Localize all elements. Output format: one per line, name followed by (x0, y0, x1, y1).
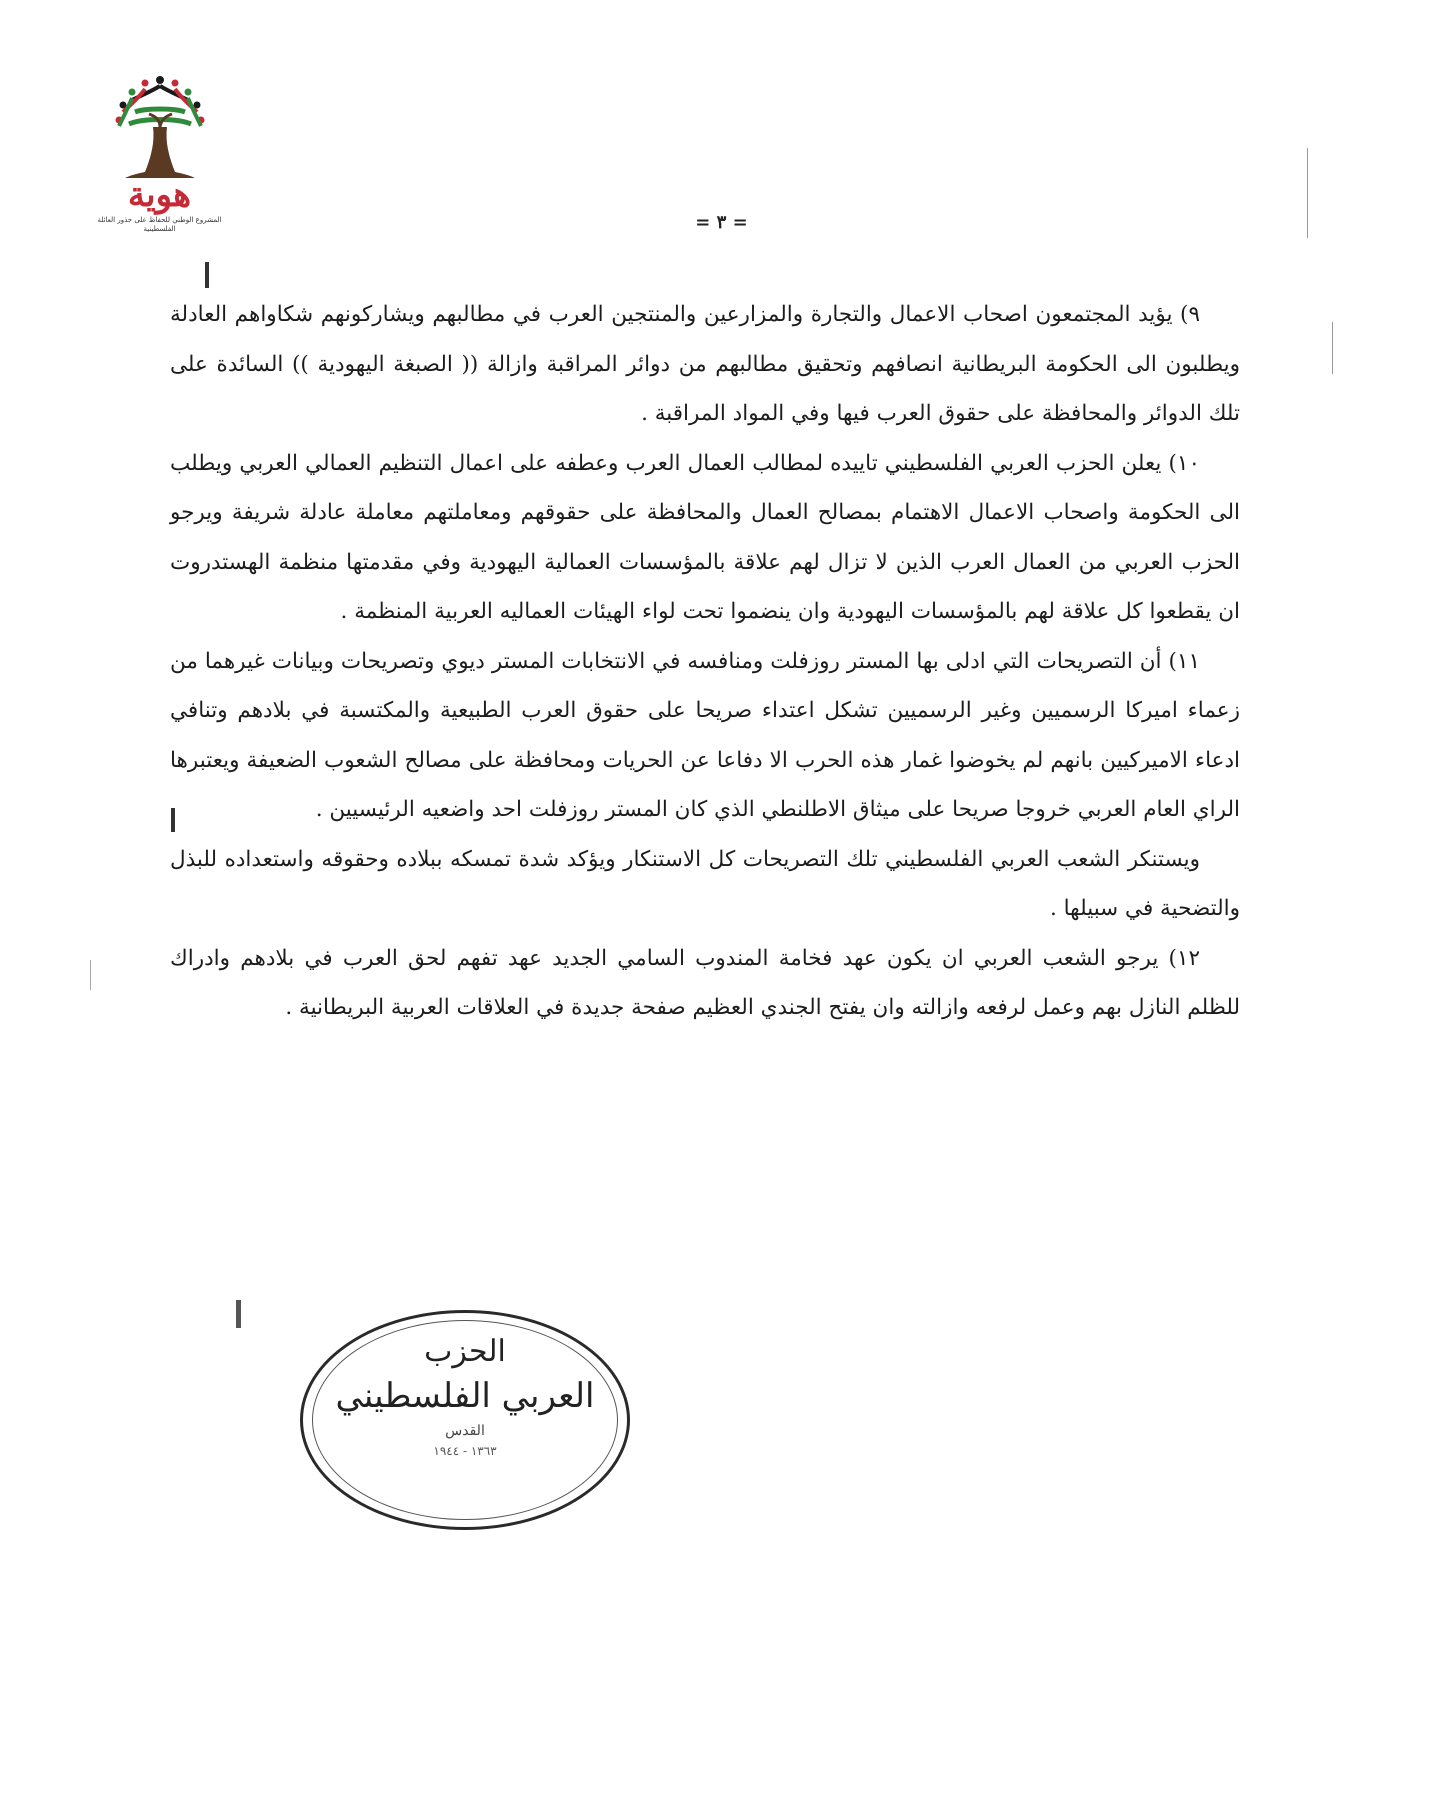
scan-mark (205, 262, 209, 288)
stamp-line-city: القدس (445, 1423, 485, 1439)
page-number: = ٣ = (695, 212, 748, 233)
tree-icon (105, 72, 215, 182)
paragraph-12: ١٢) يرجو الشعب العربي ان يكون عهد فخامة المندوب السامي الجديد عهد تفهم لحق العرب في بلادهم وادراك للظلم النازل بهم وعمل لرفعه وازالته وان يفتح الجندي العظيم صفحة جديدة في العلاقات العربية البريطانية . (170, 945, 1240, 1020)
paragraph-10: ١٠) يعلن الحزب العربي الفلسطيني تاييده لمطالب العمال العرب وعطفه على اعمال التنظيم العمالي العربي ويطلب الى الحكومة واصحاب الاعمال الاهتمام بمصالح العمال والمحافظة على حقوقهم ومعاملتهم معاملة عادلة شريفة ويرجو الحزب العربي من العمال العرب الذين لا تزال لهم علاقة بالمؤسسات العمالية اليهودية وفي مقدمتها منظمة الهستدروت ان يقطعوا كل علاقة لهم بالمؤسسات اليهودية وان ينضموا تحت لواء الهيئات العماليه العربية المنظمة . (170, 450, 1240, 624)
stamp-line-name: العربي الفلسطيني (335, 1376, 595, 1416)
stamp-line-year: ١٣٦٣ - ١٩٤٤ (433, 1444, 497, 1458)
paragraph-9: ٩) يؤيد المجتمعون اصحاب الاعمال والتجارة والمزارعين والمنتجين العرب في مطالبهم ويشاركونهم شكاواهم العادلة ويطلبون الى الحكومة البريطانية انصافهم وتحقيق مطالبهم من دوائر المراقبة وازالة (( الصبغة اليهودية )) السائدة على تلك الدوائر والمحافظة على حقوق العرب فيها وفي المواد المراقبة . (170, 302, 1240, 426)
organization-logo (92, 72, 227, 262)
stamp-text (300, 1332, 630, 1460)
paragraph-11-continued: ويستنكر الشعب العربي الفلسطيني تلك التصريحات كل الاستنكار ويؤكد شدة تمسكه ببلاده وحقوقه واستعداده للبذل والتضحية في سبيلها . (170, 846, 1240, 921)
scan-mark (1332, 322, 1333, 374)
party-stamp (300, 1310, 630, 1530)
scan-mark (90, 960, 91, 990)
logo-wordmark: هوية (127, 175, 192, 215)
paragraph-11: ١١) أن التصريحات التي ادلى بها المستر روزفلت ومنافسه في الانتخابات المستر ديوي وتصريحات وبيانات غيرهما من زعماء اميركا الرسميين وغير الرسميين تشكل اعتداء صريحا على حقوق العرب الطبيعية والمكتسبة في بلادهم وتنافي ادعاء الاميركيين بانهم لم يخوضوا غمار هذه الحرب الا دفاعا عن الحريات ومحافظة على مصالح الشعوب الضعيفة ويعتبرها الراي العام العربي خروجا صريحا على ميثاق الاطلنطي الذي كان المستر روزفلت احد واضعيه الرئيسيين . (170, 648, 1240, 822)
scan-mark (1307, 148, 1308, 238)
logo-caption: المشروع الوطني للحفاظ على جذور العائلة الفلسطينية (97, 216, 222, 233)
letter-body (170, 290, 1240, 1033)
stamp-line-party: الحزب (424, 1334, 506, 1369)
scan-mark (236, 1300, 241, 1328)
